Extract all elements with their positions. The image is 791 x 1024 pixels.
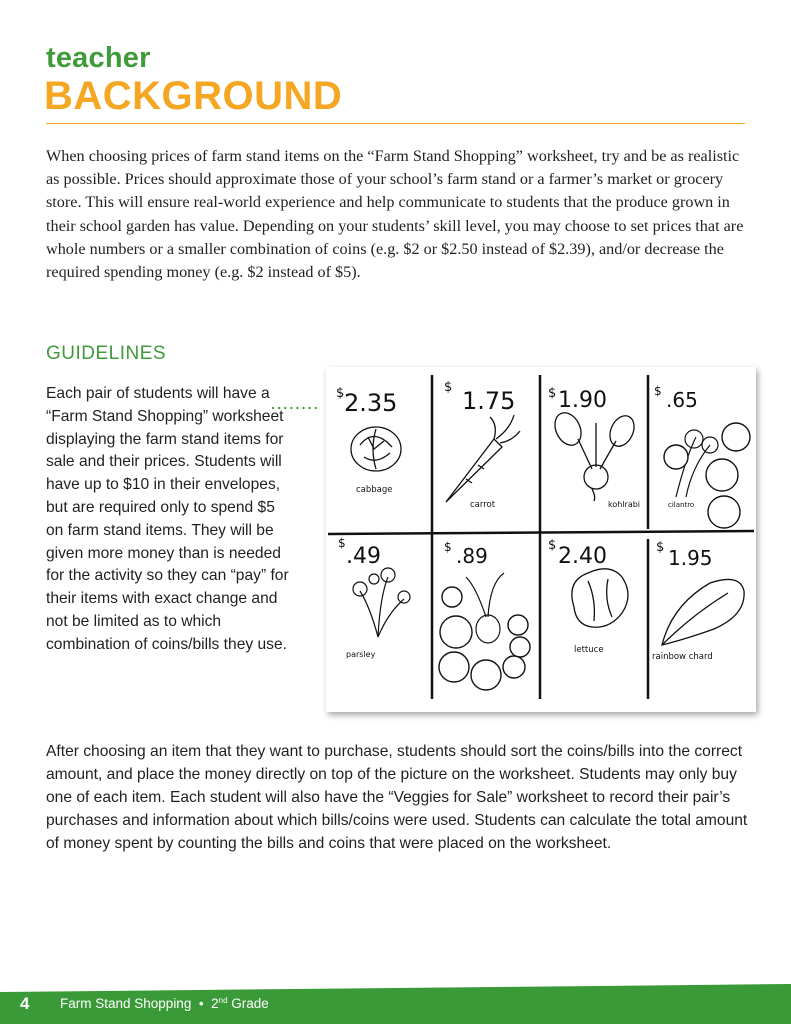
label-rainbow-chard: rainbow chard bbox=[652, 652, 713, 662]
svg-text:$: $ bbox=[338, 536, 346, 550]
farm-stand-worksheet-image bbox=[326, 367, 756, 712]
guidelines-paragraph: Each pair of students will have a “Farm Stand Shopping” worksheet displaying the farm stand items for sale and their prices. Students will have up to $10 in their envelopes, but are required only to spend $5 on farm stand items. They will be given more money than is needed for the activity so they can “pay” for their items with exact change and not be limited as to which combination of coins/bills they use. bbox=[46, 385, 289, 653]
chard-drawing bbox=[662, 579, 744, 645]
intro-paragraph: When choosing prices of farm stand items on the “Farm Stand Shopping” worksheet, try and be as realistic as possible. Prices should approximate those of your school’s farm stand or a farmer’s market or grocery store. This will ensure real-world experience and help communicate to students that the produce grown in their school garden has value. Depending on your students’ skill level, you may choose to set prices that are whole numbers or a smaller combination of coins (e.g. $2 or $2.50 instead of $2.39), and/or decrease the required spending money (e.g. $2 instead of $5). bbox=[46, 147, 744, 282]
item-cabbage bbox=[336, 386, 401, 495]
price-lettuce: 2.40 bbox=[558, 544, 607, 569]
guidelines-heading: GUIDELINES bbox=[46, 343, 167, 364]
svg-text:$: $ bbox=[336, 386, 345, 401]
header-divider bbox=[46, 123, 745, 124]
dotted-leader bbox=[271, 406, 323, 410]
item-rainbow-chard bbox=[652, 540, 744, 662]
label-parsley: parsley bbox=[346, 650, 376, 659]
cabbage-drawing bbox=[351, 427, 401, 471]
bottom-paragraph: After choosing an item that they want to purchase, students should sort the coins/bills into the correct amount, and place the money directly on top of the picture on the worksheet. Students may only buy one of each item. Each student will also have the “Veggies for Sale” worksheet to record their pair’s purchases and information about which bills/coins were used. Students can calculate the total amount of money spent by counting the bills and coins that were placed on the worksheet. bbox=[46, 743, 748, 852]
coin-group-cilantro bbox=[664, 423, 750, 528]
item-parsley bbox=[338, 536, 410, 659]
svg-text:$: $ bbox=[548, 386, 557, 401]
price-cilantro: .65 bbox=[666, 388, 698, 412]
price-kohlrabi: 1.90 bbox=[558, 388, 607, 413]
carrot-drawing bbox=[446, 415, 520, 502]
header-teacher: teacher bbox=[46, 42, 151, 74]
kohlrabi-drawing bbox=[550, 409, 639, 501]
price-cabbage: 2.35 bbox=[344, 389, 398, 417]
label-cabbage: cabbage bbox=[356, 485, 393, 495]
svg-text:$: $ bbox=[548, 538, 557, 553]
label-lettuce: lettuce bbox=[574, 645, 604, 655]
price-carrot: 1.75 bbox=[462, 387, 516, 415]
svg-text:$: $ bbox=[656, 540, 665, 555]
header-background: BACKGROUND bbox=[44, 74, 343, 118]
label-carrot: carrot bbox=[470, 500, 496, 510]
page-footer bbox=[0, 984, 791, 1024]
coin-group-beet bbox=[439, 587, 530, 690]
item-beet bbox=[439, 540, 530, 690]
svg-text:$: $ bbox=[444, 380, 453, 395]
item-lettuce bbox=[548, 538, 628, 655]
price-beet: .89 bbox=[456, 544, 488, 568]
item-carrot bbox=[444, 380, 520, 510]
item-kohlrabi bbox=[548, 386, 640, 509]
footer-title: Farm Stand Shopping • 2nd Grade bbox=[60, 996, 269, 1011]
price-rainbow-chard: 1.95 bbox=[668, 546, 713, 570]
item-cilantro bbox=[654, 384, 750, 528]
label-kohlrabi: kohlrabi bbox=[608, 500, 641, 509]
footer-page-number: 4 bbox=[20, 994, 30, 1013]
label-cilantro: cilantro bbox=[668, 501, 695, 509]
svg-text:$: $ bbox=[444, 540, 452, 554]
parsley-drawing bbox=[353, 568, 410, 637]
lettuce-drawing bbox=[572, 569, 628, 627]
price-parsley: .49 bbox=[346, 544, 381, 569]
worksheet-grid bbox=[328, 375, 754, 699]
svg-text:$: $ bbox=[654, 384, 662, 398]
